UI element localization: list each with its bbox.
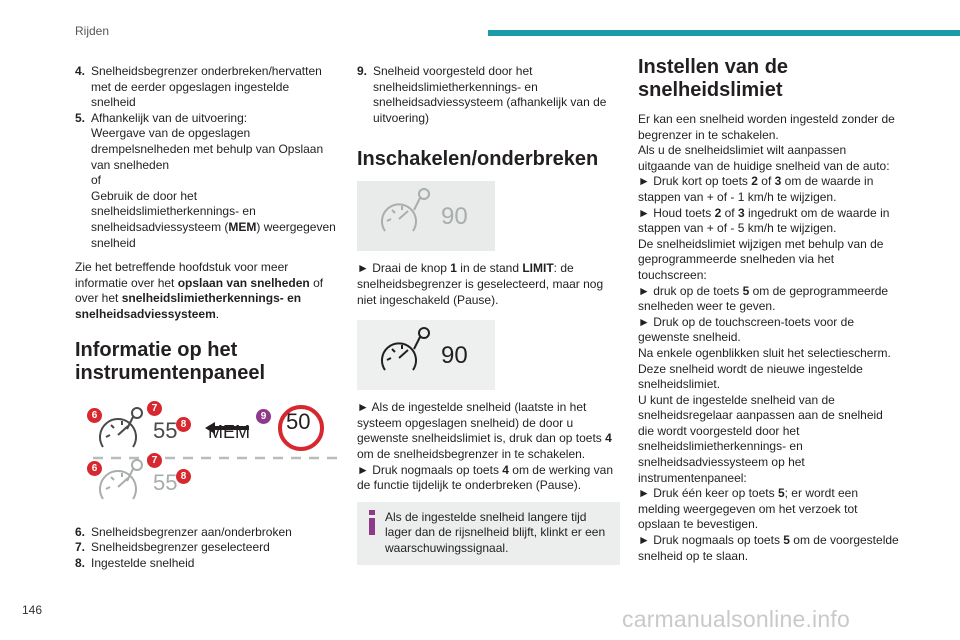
badge-9: 9 — [256, 409, 271, 424]
instruction-pause: ► Druk nogmaals op toets 4 om de werking van de functie tijdelijk te onderbreken (Pause). — [357, 462, 614, 493]
reference-paragraph: Zie het betreffende hoofdstuk voor meer informatie over het opslaan van snelheden of over het snelheidslimietherkennings- en snelheidsadviessysteem. — [75, 260, 324, 321]
instruction-activate: ► Als de ingestelde snelheid (laatste in het systeem opgeslagen snelheid) de door u gewenste snelheidslimiet is, druk dan op toets 4 om de snelheidsbegrenzer in te schakelen. — [357, 400, 612, 461]
speedometer-icon — [382, 344, 416, 371]
instrument-panel-illustration — [75, 395, 337, 515]
badge-6: 6 — [87, 461, 102, 476]
legend-item-8: 8. Ingestelde snelheid — [75, 555, 195, 570]
text-line: Als u de snelheidslimiet wilt aanpassen uitgaande van de huidige snelheid van de auto: — [638, 143, 890, 173]
item-number: 5. — [75, 110, 86, 125]
limiter-active-illustration — [357, 320, 495, 390]
limiter-pin-icon — [127, 460, 142, 481]
list-item-4 — [75, 64, 337, 111]
instruction-show-programmed: ► druk op de toets 5 om de geprogrammeerde snelheden weer te geven. — [638, 283, 889, 314]
legend-item-6: 6. Snelheidsbegrenzer aan/onderbroken — [75, 524, 292, 539]
section-heading-set-limit: Instellen van de snelheidslimiet — [638, 56, 789, 101]
section-heading-instrument-panel: Informatie op het instrumentenpaneel — [75, 338, 266, 384]
speedometer-icon — [382, 205, 416, 232]
text-line: Na enkele ogenblikken sluit het selectiescherm. Deze snelheid wordt de nieuwe ingestelde snelheidslimiet. — [638, 345, 891, 392]
instruction-long-press: ► Houd toets 2 of 3 ingedrukt om de waarde in stappen van + of - 5 km/h te wijzigen. — [638, 205, 890, 236]
limiter-pin-icon — [127, 408, 142, 429]
limiter-pin-icon — [414, 189, 429, 210]
section-heading-activate: Inschakelen/onderbreken — [357, 148, 599, 171]
instruction-short-press: ► Druk kort op toets 2 of 3 om de waarde in stappen van + of - 1 km/h te wijzigen. — [638, 174, 874, 204]
speed-limit-value: 50 — [286, 408, 311, 434]
text-line: De snelheidslimiet wijzigen met behulp van de geprogrammeerde snelheden via het touchscreen: — [638, 236, 884, 282]
badge-7: 7 — [147, 453, 162, 468]
column-2 — [357, 64, 620, 565]
badge-8: 8 — [176, 417, 191, 432]
watermark: carmanualsonline.info — [622, 606, 850, 632]
page-number: 146 — [22, 603, 43, 617]
instruction-press-again: ► Druk nogmaals op toets 5 om de voorgestelde snelheid op te slaan. — [638, 533, 899, 563]
header-accent-bar — [488, 30, 960, 36]
set-speed-value: 55 — [153, 417, 178, 443]
badge-6: 6 — [87, 408, 102, 423]
mem-label: MEM — [228, 219, 257, 234]
limiter-selected-illustration — [357, 181, 495, 251]
speed-value: 90 — [441, 203, 468, 231]
list-item-5 — [75, 111, 337, 251]
text-line: Er kan een snelheid worden ingesteld zonder de begrenzer in te schakelen. — [638, 112, 895, 142]
item-text: of — [91, 173, 102, 188]
item-text: Snelheidsbegrenzer onderbreken/hervatten met de eerder opgeslagen ingestelde snelheid — [91, 64, 322, 110]
column-1 — [75, 64, 337, 571]
item-number: 4. — [75, 64, 86, 78]
instruction-press-once: ► Druk één keer op toets 5; er wordt een melding weergegeven om het verzoek tot opslaan te bevestigen. — [638, 486, 859, 532]
item-text: Afhankelijk van de uitvoering: — [91, 110, 248, 125]
legend-item-7: 7. Snelheidsbegrenzer geselecteerd — [75, 540, 270, 555]
badge-7: 7 — [147, 401, 162, 416]
column-3 — [638, 56, 900, 564]
speed-value: 90 — [441, 342, 468, 370]
text-line: U kunt de ingestelde snelheid van de snelheidsregelaar aanpassen aan de snelheid die wordt voorgesteld door het snelheidslimietherkennings- en snelheidsadviessysteem op het instrumentenpaneel: — [638, 392, 883, 485]
info-box — [357, 502, 620, 565]
info-icon — [366, 508, 378, 536]
list-item-9: 9. Snelheid voorgesteld door het snelheidslimietherkennings- en snelheidsadviessysteem (afhankelijk van de uitvoering) — [357, 64, 607, 125]
item-text: Weergave van de opgeslagen drempelsnelheden met behulp van Opslaan van snelheden — [91, 126, 324, 172]
badge-8: 8 — [176, 469, 191, 484]
running-header: Rijden — [75, 24, 110, 38]
item-text: Gebruik de door het snelheidslimietherkennings- en snelheidsadviessysteem (MEM) weergegeven snelheid — [91, 188, 336, 250]
mem-label: MEM — [208, 421, 250, 442]
limiter-pin-icon — [414, 328, 429, 349]
set-speed-value-paused: 55 — [153, 469, 178, 495]
instruction-touch: ► Druk op de touchscreen-toets voor de gewenste snelheid. — [638, 314, 854, 345]
info-text: Als de ingestelde snelheid langere tijd lager dan de rijsnelheid blijft, klinkt er een waarschuwingssignaal. — [385, 509, 606, 555]
instruction-select: ► Draai de knop 1 in de stand LIMIT: de snelheidsbegrenzer is geselecteerd, maar nog niet ingeschakeld (Pause). — [357, 261, 604, 307]
